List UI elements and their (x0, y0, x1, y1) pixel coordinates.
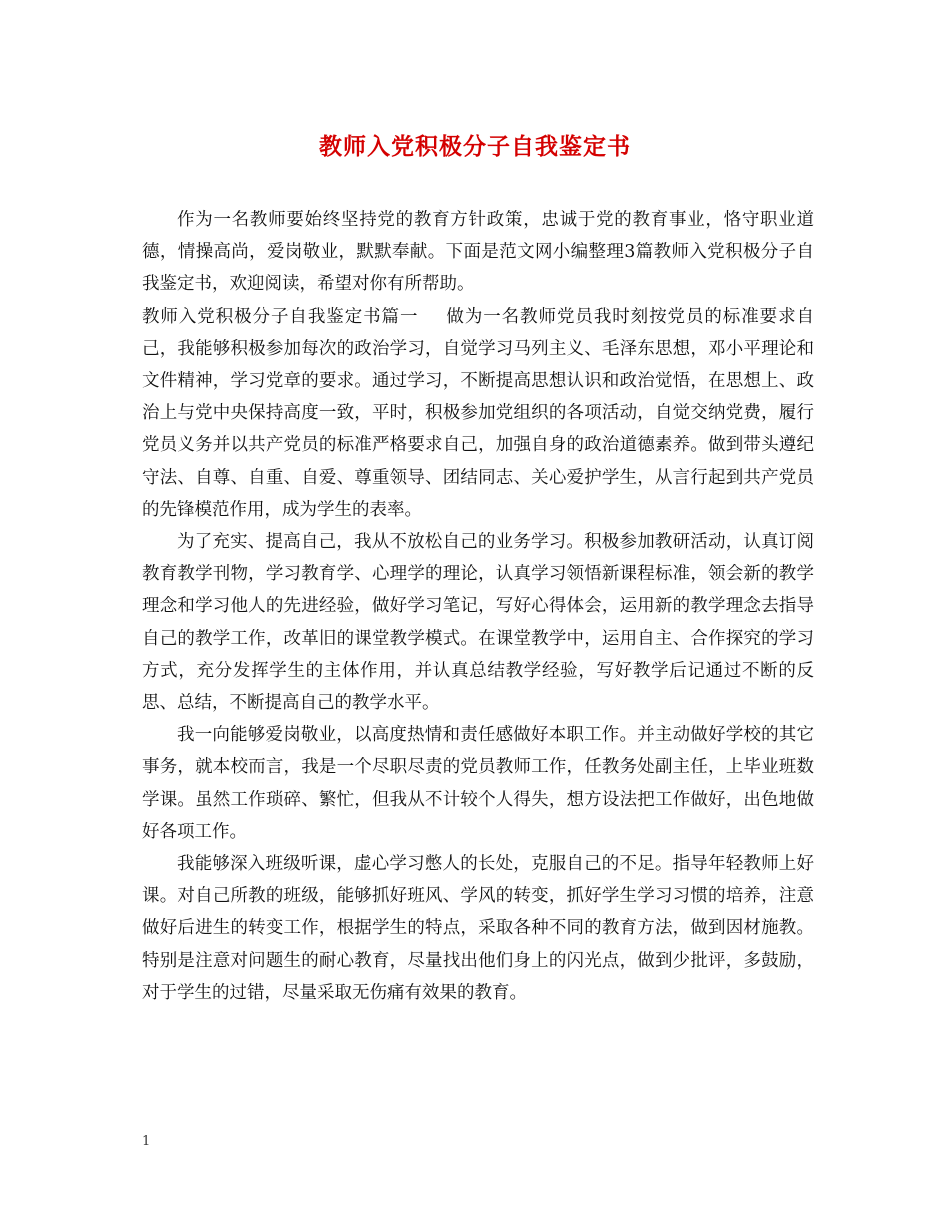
document-body (142, 204, 814, 1009)
section-text: 做为一名教师党员我时刻按党员的标准要求自己，我能够积极参加每次的政治学习，自觉学习马列主义、毛泽东思想，邓小平理论和文件精神，学习党章的要求。通过学习，不断提高思想认识和政治觉悟，在思想上、政治上与党中央保持高度一致，平时，积极参加党组织的各项活动，自觉交纳党费，履行党员义务并以共产党员的标准严格要求自己，加强自身的政治道德素养。做到带头遵纪守法、自尊、自重、自爱、尊重领导、团结同志、关心爱护学生，从言行起到共产党员的先锋模范作用，成为学生的表率。 (142, 306, 815, 520)
body-paragraph: 我能够深入班级听课，虚心学习憋人的长处，克服自己的不足。指导年轻教师上好课。对自己所教的班级，能够抓好班风、学风的转变，抓好学生学习习惯的培养，注意做好后进生的转变工作，根据学生的特点，采取各种不同的教育方法，做到因材施教。特别是注意对问题生的耐心教育，尽量找出他们身上的闪光点，做到少批评，多鼓励，对于学生的过错，尽量采取无伤痛有效果的教育。 (142, 854, 814, 1003)
page-title: 教师入党积极分子自我鉴定书 (319, 133, 631, 160)
body-paragraph: 为了充实、提高自己，我从不放松自己的业务学习。积极参加教研活动，认真订阅教育教学刊物，学习教育学、心理学的理论，认真学习领悟新课程标准，领会新的教学理念和学习他人的先进经验，做好学习笔记，写好心得体会，运用新的教学理念去指导自己的教学工作，改革旧的课堂教学模式。在课堂教学中，运用自主、合作探究的学习方式，充分发挥学生的主体作用，并认真总结教学经验，写好教学后记通过不断的反思、总结，不断提高自己的教学水平。 (142, 532, 814, 714)
page-number: 1 (142, 1134, 151, 1149)
intro-paragraph: 作为一名教师要始终坚持党的教育方针政策，忠诚于党的教育事业，恪守职业道德，情操高尚，爱岗敬业，默默奉献。下面是范文网小编整理3篇教师入党积极分子自我鉴定书，欢迎阅读，希望对你有所帮助。 (142, 210, 814, 295)
section-paragraph (142, 301, 814, 526)
body-paragraph: 我一向能够爱岗敬业，以高度热情和责任感做好本职工作。并主动做好学校的其它事务，就本校而言，我是一个尽职尽责的党员教师工作，任教务处副主任，上毕业班数学课。虽然工作琐碎、繁忙，但我从不计较个人得失，想方设法把工作做好，出色地做好各项工作。 (142, 725, 814, 842)
section-heading: 教师入党积极分子自我鉴定书篇一 (142, 306, 419, 327)
